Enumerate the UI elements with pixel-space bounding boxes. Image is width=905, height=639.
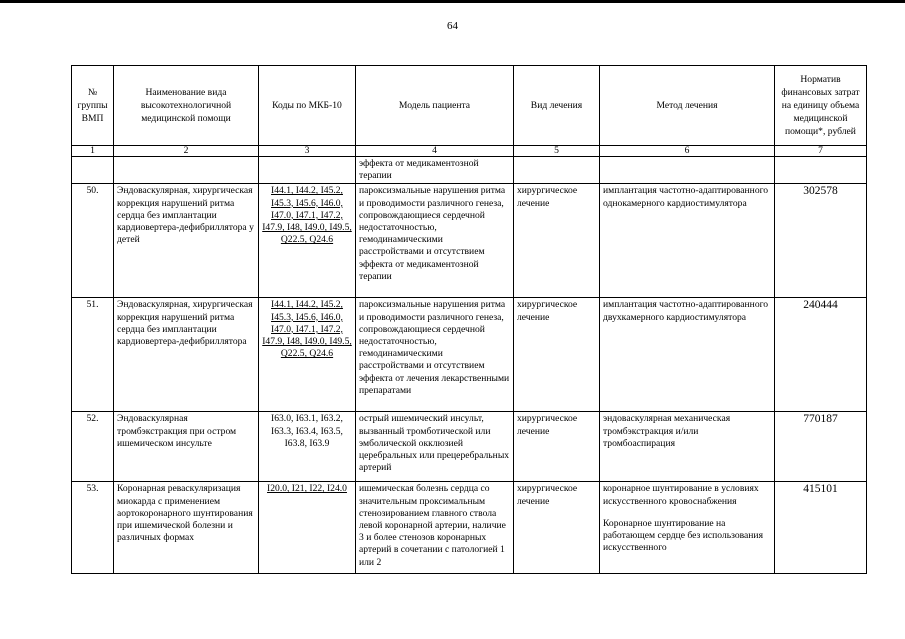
column-number: 4 <box>356 146 514 157</box>
care-type-name: Эндоваскулярная, хирургическая коррекция нарушений ритма сердца без имплантации кардиовертера-дефибриллятора у детей <box>114 184 259 298</box>
treatment-method: эндоваскулярная механическая тромбэкстракция и/или тромбоаспирация <box>600 412 775 482</box>
treatment-method: имплантация частотно-адаптированного однокамерного кардиостимулятора <box>600 184 775 298</box>
column-number: 7 <box>775 146 867 157</box>
header-icd-codes: Коды по МКБ-10 <box>259 66 356 146</box>
header-care-type: Наименование вида высокотехнологичной медицинской помощи <box>114 66 259 146</box>
icd-codes: I20.0, I21, I22, I24.0 <box>267 483 347 495</box>
cost-norm: 770187 <box>775 412 867 482</box>
header-treatment-method: Метод лечения <box>600 66 775 146</box>
group-number: 51. <box>72 298 114 412</box>
group-number: 53. <box>72 482 114 574</box>
column-number-row <box>72 146 867 157</box>
header-row <box>72 66 867 146</box>
care-type-name: Эндоваскулярная, хирургическая коррекция нарушений ритма сердца без имплантации кардиовертера-дефибриллятора <box>114 298 259 412</box>
treatment-type: хирургическое лечение <box>514 298 600 412</box>
column-number: 1 <box>72 146 114 157</box>
header-patient-model: Модель пациента <box>356 66 514 146</box>
column-number: 3 <box>259 146 356 157</box>
column-number: 6 <box>600 146 775 157</box>
group-number: 50. <box>72 184 114 298</box>
treatment-type: хирургическое лечение <box>514 412 600 482</box>
icd-codes: I44.1, I44.2, I45.2, I45.3, I45.6, I46.0, I47.0, I47.1, I47.2, I47.9, I48, I49.0, I49.5, Q22.5, Q24.6 <box>262 299 352 360</box>
table-row <box>72 298 867 412</box>
patient-model: острый ишемический инсульт, вызванный тромботической или эмболической окклюзией церебральных или прецеребральных артерий <box>356 412 514 482</box>
care-type-name: Коронарная реваскуляризация миокарда с применением аортокоронарного шунтирования при ишемической болезни и различных формах <box>114 482 259 574</box>
table-row <box>72 482 867 574</box>
header-cost-norm: Норматив финансовых затрат на единицу объема медицинской помощи*, рублей <box>775 66 867 146</box>
treatment-method-alt: Коронарное шунтирование на работающем сердце без использования искусственного <box>603 517 763 554</box>
patient-model: пароксизмальные нарушения ритма и проводимости различного генеза, сопровождающиеся сердечной недостаточностью, гемодинамическими расстройствами и отсутствием эффекта от лечения лекарственными препаратами <box>356 298 514 412</box>
icd-codes: I63.0, I63.1, I63.2, I63.3, I63.4, I63.5, I63.8, I63.9 <box>259 412 356 482</box>
page-number: 64 <box>447 20 458 32</box>
column-number: 2 <box>114 146 259 157</box>
icd-codes: I44.1, I44.2, I45.2, I45.3, I45.6, I46.0, I47.0, I47.1, I47.2, I47.9, I48, I49.0, I49.5, Q22.5, Q24.6 <box>262 185 352 246</box>
table-row-carry-over <box>72 157 867 184</box>
treatment-method: коронарное шунтирование в условиях искусственного кровоснабжения <box>603 483 759 507</box>
header-group-number: № группы ВМП <box>72 66 114 146</box>
top-border-line <box>0 0 905 3</box>
table-row <box>72 184 867 298</box>
table-row <box>72 412 867 482</box>
header-treatment-type: Вид лечения <box>514 66 600 146</box>
carry-over-model: эффекта от медикаментозной терапии <box>356 157 514 184</box>
cost-norm: 240444 <box>775 298 867 412</box>
vmp-table <box>71 65 867 574</box>
cost-norm: 302578 <box>775 184 867 298</box>
patient-model: ишемическая болезнь сердца со значительным проксимальным стенозированием главного ствола левой коронарной артерии, наличие 3 и более стенозов коронарных артерий в сочетании с патологией 1 или 2 <box>356 482 514 574</box>
patient-model: пароксизмальные нарушения ритма и проводимости различного генеза, сопровождающиеся сердечной недостаточностью, гемодинамическими расстройствами и отсутствием эффекта от медикаментозной терапии <box>356 184 514 298</box>
treatment-type: хирургическое лечение <box>514 184 600 298</box>
group-number: 52. <box>72 412 114 482</box>
cost-norm: 415101 <box>775 482 867 574</box>
treatment-method: имплантация частотно-адаптированного двухкамерного кардиостимулятора <box>600 298 775 412</box>
treatment-type: хирургическое лечение <box>514 482 600 574</box>
care-type-name: Эндоваскулярная тромбэкстракция при остром ишемическом инсульте <box>114 412 259 482</box>
column-number: 5 <box>514 146 600 157</box>
